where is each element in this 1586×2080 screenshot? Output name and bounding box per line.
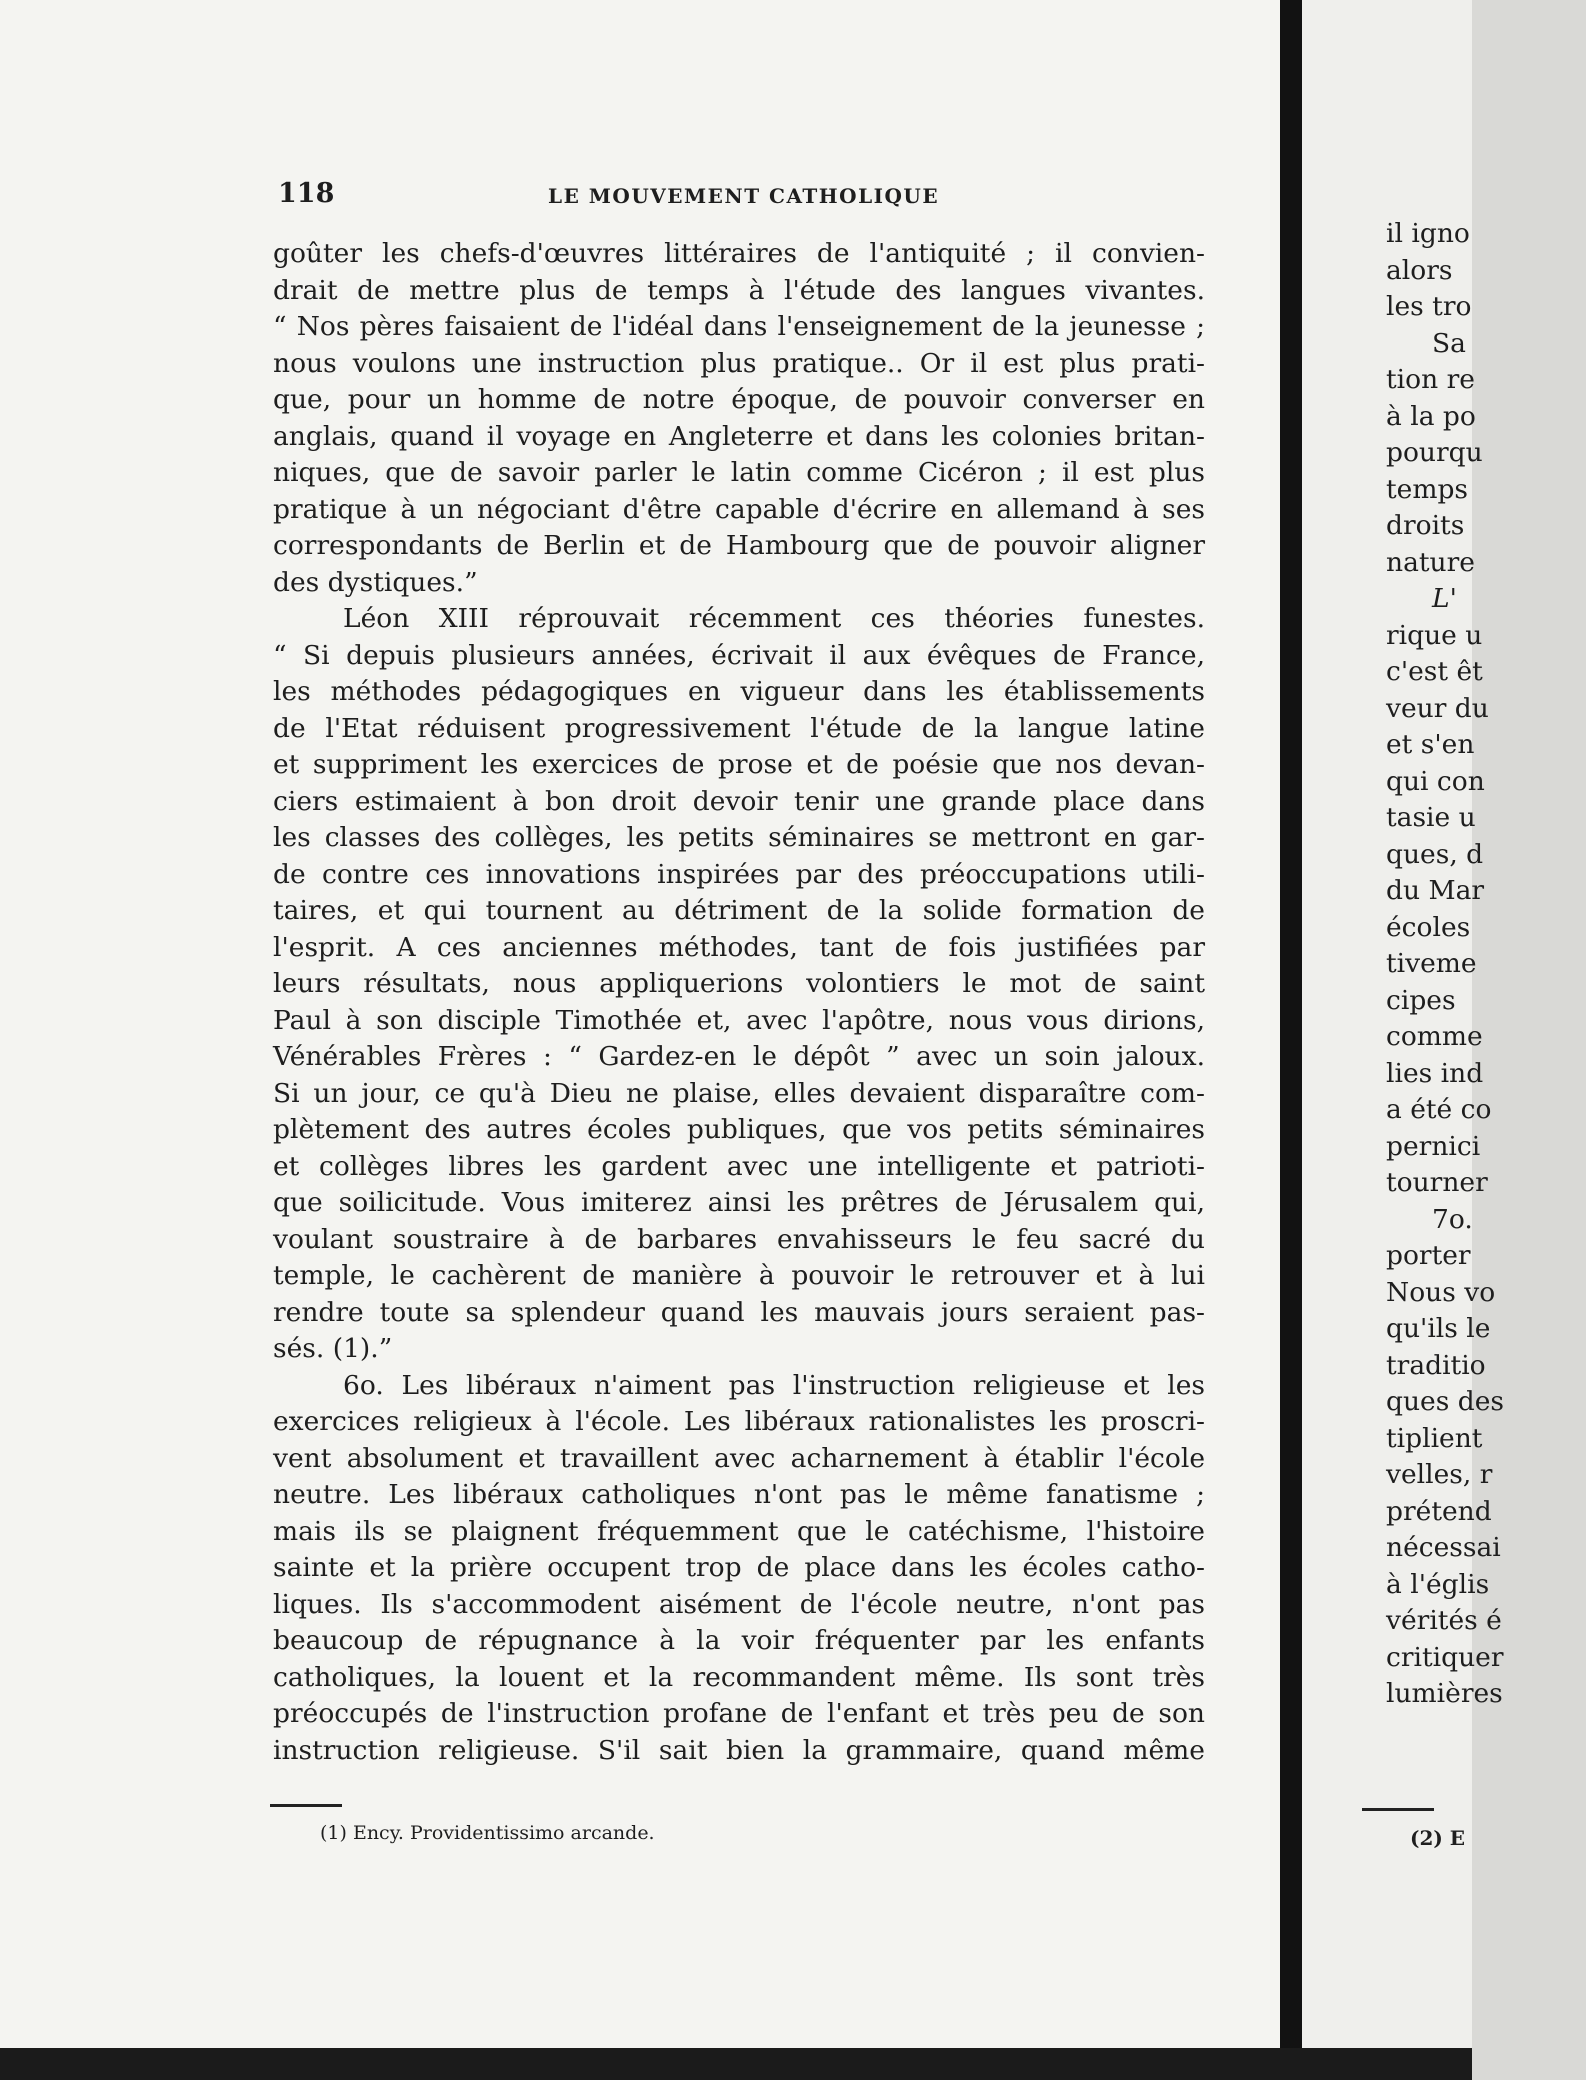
right-line: c'est êt bbox=[1386, 656, 1483, 687]
right-line: velles, r bbox=[1386, 1459, 1493, 1490]
text-line: Paul à son disciple Timothée et, avec l'apôtre, nous vous dirions, bbox=[273, 1004, 1205, 1036]
right-line: pourqu bbox=[1386, 437, 1483, 468]
right-line: critiquer bbox=[1386, 1641, 1504, 1673]
book-spine bbox=[1280, 0, 1302, 2080]
right-line: nécessai bbox=[1386, 1532, 1501, 1563]
right-line: porter bbox=[1386, 1240, 1471, 1271]
text-line: sainte et la prière occupent trop de place dans les écoles catho- bbox=[273, 1552, 1205, 1583]
text-line: les méthodes pédagogiques en vigueur dans les établissements bbox=[273, 676, 1205, 707]
right-line: temps bbox=[1386, 473, 1469, 505]
right-line: les tro bbox=[1386, 291, 1472, 322]
right-line: nature bbox=[1386, 546, 1475, 578]
text-line: 6o. Les libéraux n'aiment pas l'instruction religieuse et les bbox=[343, 1369, 1205, 1401]
right-line: veur du bbox=[1386, 692, 1489, 724]
text-line: goûter les chefs-d'œuvres littéraires de l'antiquité ; il convien- bbox=[273, 238, 1205, 269]
page-number: 118 bbox=[278, 178, 335, 209]
running-head bbox=[278, 178, 1208, 218]
right-line: L' bbox=[1432, 583, 1457, 614]
text-line: plètement des autres écoles publiques, que vos petits séminaires bbox=[273, 1114, 1205, 1145]
right-line: Nous vo bbox=[1386, 1276, 1496, 1308]
right-line: lumières bbox=[1386, 1678, 1503, 1709]
right-line: Sa bbox=[1432, 327, 1466, 359]
right-line: tasie u bbox=[1386, 802, 1476, 833]
text-line: des dystiques.” bbox=[273, 566, 478, 598]
text-line: de l'Etat réduisent progressivement l'étude de la langue latine bbox=[273, 712, 1205, 744]
text-line: beaucoup de répugnance à la voir fréquenter par les enfants bbox=[273, 1625, 1205, 1656]
text-line: “ Si depuis plusieurs années, écrivait il aux évêques de France, bbox=[273, 639, 1205, 671]
right-line: droits bbox=[1386, 510, 1465, 541]
text-line: correspondants de Berlin et de Hambourg que de pouvoir aligner bbox=[273, 530, 1205, 561]
footnote: (1) Ency. Providentissimo arcande. bbox=[320, 1822, 655, 1844]
text-line: les classes des collèges, les petits séminaires se mettront en gar- bbox=[273, 822, 1205, 853]
text-line: rendre toute sa splendeur quand les mauvais jours seraient pas- bbox=[273, 1296, 1205, 1328]
text-line: ciers estimaient à bon droit devoir tenir une grande place dans bbox=[273, 785, 1205, 817]
text-line: nous voulons une instruction plus pratique.. Or il est plus prati- bbox=[273, 347, 1205, 379]
text-line: vent absolument et travaillent avec acharnement à établir l'école bbox=[273, 1442, 1205, 1474]
right-line: 7o. bbox=[1432, 1203, 1473, 1235]
right-line: tourner bbox=[1386, 1167, 1488, 1198]
text-line: taires, et qui tournent au détriment de la solide formation de bbox=[273, 895, 1205, 926]
text-line: “ Nos pères faisaient de l'idéal dans l'enseignement de la jeunesse ; bbox=[273, 311, 1205, 342]
text-line: préoccupés de l'instruction profane de l'enfant et très peu de son bbox=[273, 1698, 1205, 1729]
body-text bbox=[273, 236, 1205, 1769]
text-line: drait de mettre plus de temps à l'étude des langues vivantes. bbox=[273, 274, 1205, 306]
text-line: exercices religieux à l'école. Les libéraux rationalistes les proscri- bbox=[273, 1406, 1205, 1437]
right-footnote-rule bbox=[1362, 1808, 1434, 1811]
text-line: leurs résultats, nous appliquerions volontiers le mot de saint bbox=[273, 968, 1205, 999]
text-line: temple, le cachèrent de manière à pouvoir le retrouver et à lui bbox=[273, 1260, 1205, 1291]
right-line: écoles bbox=[1386, 911, 1471, 943]
right-line: cipes bbox=[1386, 984, 1456, 1016]
text-line: catholiques, la louent et la recommandent même. Ils sont très bbox=[273, 1661, 1205, 1693]
right-line: ques des bbox=[1386, 1386, 1504, 1417]
right-line: qu'ils le bbox=[1386, 1313, 1491, 1344]
text-line: l'esprit. A ces anciennes méthodes, tant de fois justifiées par bbox=[273, 931, 1205, 963]
text-line: de contre ces innovations inspirées par des préoccupations utili- bbox=[273, 858, 1205, 890]
right-line: à la po bbox=[1386, 400, 1476, 432]
text-line: neutre. Les libéraux catholiques n'ont pas le même fanatisme ; bbox=[273, 1479, 1205, 1510]
right-page-text bbox=[1386, 216, 1586, 1713]
text-line: niques, que de savoir parler le latin comme Cicéron ; il est plus bbox=[273, 457, 1205, 488]
right-line: il igno bbox=[1386, 218, 1470, 249]
right-line: tiplient bbox=[1386, 1422, 1483, 1454]
right-line: et s'en bbox=[1386, 729, 1475, 760]
header-title: LE MOUVEMENT CATHOLIQUE bbox=[548, 184, 940, 208]
right-line: lies ind bbox=[1386, 1057, 1484, 1089]
right-line: à l'églis bbox=[1386, 1568, 1490, 1600]
text-line: Vénérables Frères : “ Gardez-en le dépôt ” avec un soin jaloux. bbox=[273, 1041, 1205, 1072]
right-line: ques, d bbox=[1386, 838, 1484, 870]
right-line: alors bbox=[1386, 254, 1453, 286]
text-line: mais ils se plaignent fréquemment que le catéchisme, l'histoire bbox=[273, 1515, 1205, 1547]
right-line: rique u bbox=[1386, 619, 1483, 651]
right-line: prétend bbox=[1386, 1495, 1492, 1527]
right-line: du Mar bbox=[1386, 875, 1485, 906]
text-line: liques. Ils s'accommodent aisément de l'école neutre, n'ont pas bbox=[273, 1588, 1205, 1620]
right-line: pernici bbox=[1386, 1130, 1481, 1162]
right-line: tion re bbox=[1386, 364, 1475, 395]
right-line: tiveme bbox=[1386, 948, 1477, 979]
text-line: et suppriment les exercices de prose et de poésie que nos devan- bbox=[273, 749, 1205, 780]
text-line: et collèges libres les gardent avec une intelligente et patrioti- bbox=[273, 1150, 1205, 1182]
footnote-rule bbox=[270, 1804, 342, 1807]
right-line: qui con bbox=[1386, 765, 1485, 797]
right-line: traditio bbox=[1386, 1349, 1486, 1381]
text-line: que, pour un homme de notre époque, de pouvoir converser en bbox=[273, 384, 1205, 415]
right-line: comme bbox=[1386, 1021, 1483, 1052]
text-line: instruction religieuse. S'il sait bien la grammaire, quand même bbox=[273, 1734, 1205, 1766]
right-footnote: (2) E bbox=[1410, 1826, 1466, 1850]
text-line: que soilicitude. Vous imiterez ainsi les prêtres de Jérusalem qui, bbox=[273, 1187, 1205, 1218]
text-line: anglais, quand il voyage en Angleterre et dans les colonies britan- bbox=[273, 420, 1205, 452]
right-line: a été co bbox=[1386, 1094, 1492, 1125]
right-line: vérités é bbox=[1386, 1605, 1502, 1636]
text-line: Léon XIII réprouvait récemment ces théories funestes. bbox=[343, 603, 1205, 634]
text-line: voulant soustraire à de barbares envahisseurs le feu sacré du bbox=[273, 1223, 1205, 1255]
scan-bottom-edge bbox=[0, 2048, 1472, 2080]
text-line: Si un jour, ce qu'à Dieu ne plaise, elles devaient disparaître com- bbox=[273, 1077, 1205, 1109]
text-line: sés. (1).” bbox=[273, 1333, 393, 1364]
text-line: pratique à un négociant d'être capable d'écrire en allemand à ses bbox=[273, 493, 1205, 525]
